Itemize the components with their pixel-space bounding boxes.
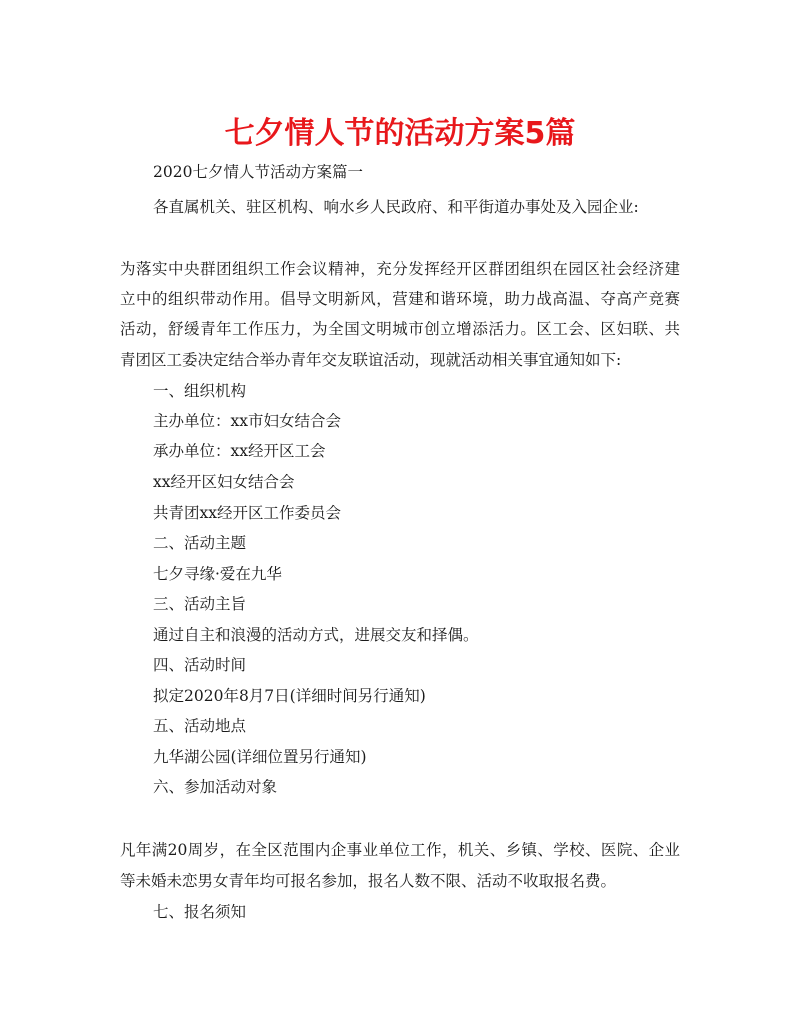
section-heading: 三、活动主旨 <box>153 595 247 613</box>
section-heading: 七、报名须知 <box>153 903 247 921</box>
paragraph-line: 青团区工委决定结合举办青年交友联谊活动，现就活动相关事宜通知如下: <box>120 351 622 369</box>
section-heading: 二、活动主题 <box>153 534 247 552</box>
list-item: 共青团xx经开区工作委员会 <box>153 504 341 522</box>
list-item: xx经开区妇女结合会 <box>153 473 295 491</box>
paragraph-line: 为落实中央群团组织工作会议精神，充分发挥经开区群团组织在园区社会经济建 <box>120 260 680 278</box>
document-subtitle: 2020七夕情人节活动方案篇一 <box>153 163 363 181</box>
page-title: 七夕情人节的活动方案5篇 <box>224 116 576 151</box>
paragraph-line: 活动，舒缓青年工作压力，为全国文明城市创立增添活力。区工会、区妇联、共 <box>120 320 680 338</box>
list-item: 承办单位：xx经开区工会 <box>153 442 326 460</box>
paragraph-line: 等未婚未恋男女青年均可报名参加，报名人数不限、活动不收取报名费。 <box>120 872 617 890</box>
section-heading: 一、组织机构 <box>153 382 247 400</box>
salutation: 各直属机关、驻区机构、响水乡人民政府、和平街道办事处及入园企业: <box>153 198 639 216</box>
paragraph-line: 凡年满20周岁，在全区范围内企事业单位工作，机关、乡镇、学校、医院、企业 <box>120 841 680 859</box>
section-text: 七夕寻缘·爱在九华 <box>153 565 282 583</box>
list-item: 主办单位：xx市妇女结合会 <box>153 412 341 430</box>
section-text: 九华湖公园(详细位置另行通知) <box>153 748 367 766</box>
section-heading: 六、参加活动对象 <box>153 778 278 796</box>
paragraph-line: 立中的组织带动作用。倡导文明新风，营建和谐环境，助力战高温、夺高产竞赛 <box>120 290 680 308</box>
section-heading: 四、活动时间 <box>153 656 247 674</box>
section-text: 通过自主和浪漫的活动方式，进展交友和择偶。 <box>153 626 479 644</box>
section-heading: 五、活动地点 <box>153 717 247 735</box>
section-text: 拟定2020年8月7日(详细时间另行通知) <box>153 687 426 705</box>
